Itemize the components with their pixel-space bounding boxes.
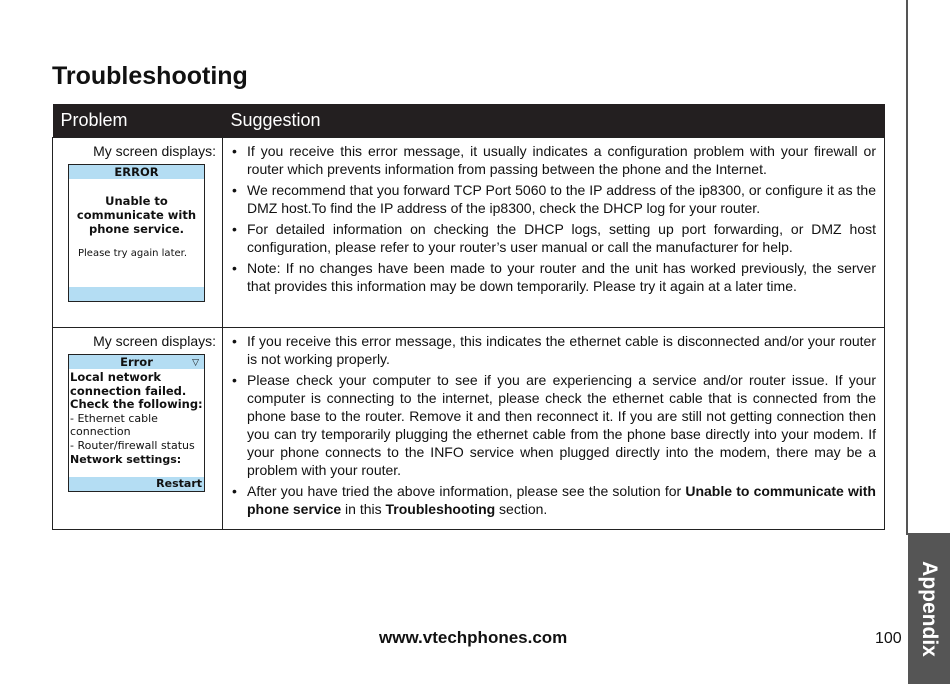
screen-body: Local network connection failed. Check the following: - Ethernet cable connection - Router/firewall status Network settings: — [70, 370, 203, 466]
appendix-side-tab — [908, 533, 950, 684]
suggestion-item: • For detailed information on checking the DHCP logs, setting up port forwarding, or DMZ host configuration, please refer to your router’s user manual or call the manufacturer for help. — [229, 220, 876, 256]
screen-message: Unable to communicate with phone service. — [76, 194, 197, 236]
screen-header: Error ▽ — [69, 355, 204, 369]
page-number: 100 — [875, 630, 902, 647]
suggestion-list — [229, 332, 876, 518]
right-margin-rule — [906, 0, 908, 535]
suggestion-item: • If you receive this error message, this indicates the ethernet cable is disconnected and/or your router is not working properly. — [229, 332, 876, 368]
header-problem: Problem — [53, 104, 223, 138]
footer-url: www.vtechphones.com — [379, 628, 568, 647]
suggestion-cell — [223, 328, 885, 530]
page-title: Troubleshooting — [52, 62, 248, 90]
problem-label: My screen displays: — [93, 143, 216, 159]
troubleshooting-table — [52, 104, 885, 530]
side-tab-label: Appendix — [918, 560, 941, 657]
suggestion-item: • Note: If no changes have been made to your router and the unit has worked previously, the server that provides this information may be down temporarily. Please try it again at a later time. — [229, 259, 876, 295]
suggestion-list — [229, 142, 876, 295]
suggestion-item: • We recommend that you forward TCP Port 5060 to the IP address of the ip8300, or configure it as the DMZ host.To find the IP address of the ip8300, check the DHCP log for your router. — [229, 181, 876, 217]
table-row — [53, 138, 885, 328]
table-header-row — [53, 104, 885, 138]
header-suggestion: Suggestion — [223, 104, 885, 138]
problem-cell — [53, 138, 223, 328]
problem-label: My screen displays: — [93, 333, 216, 349]
suggestion-cell — [223, 138, 885, 328]
problem-cell — [53, 328, 223, 530]
screen-softkey-bar — [69, 287, 204, 301]
screen-subtext: Please try again later. — [78, 248, 188, 259]
suggestion-item: • Please check your computer to see if you are experiencing a service and/or router issue. If your computer is connecting to the internet, please check the ethernet cable that is connected from the phone base to the router. Remove it and then reconnect it. If you are still not getting connection then you can try temporarily plugging the ethernet cable from the phone base directly into your modem. If your phone connects to the INFO service when plugged directly into the modem, there may be a problem with your router. — [229, 371, 876, 479]
suggestion-item: • After you have tried the above information, please see the solution for Unable to communicate with phone service in this Troubleshooting section. — [229, 482, 876, 518]
phone-screen-network-error — [68, 354, 205, 492]
screen-softkey-restart: Restart — [69, 477, 204, 491]
scroll-down-icon: ▽ — [192, 358, 199, 368]
table-row — [53, 328, 885, 530]
suggestion-item: • If you receive this error message, it usually indicates a configuration problem with your firewall or router which prevents information from passing between the phone and the Internet. — [229, 142, 876, 178]
phone-screen-error — [68, 164, 205, 302]
screen-header: ERROR — [69, 165, 204, 179]
